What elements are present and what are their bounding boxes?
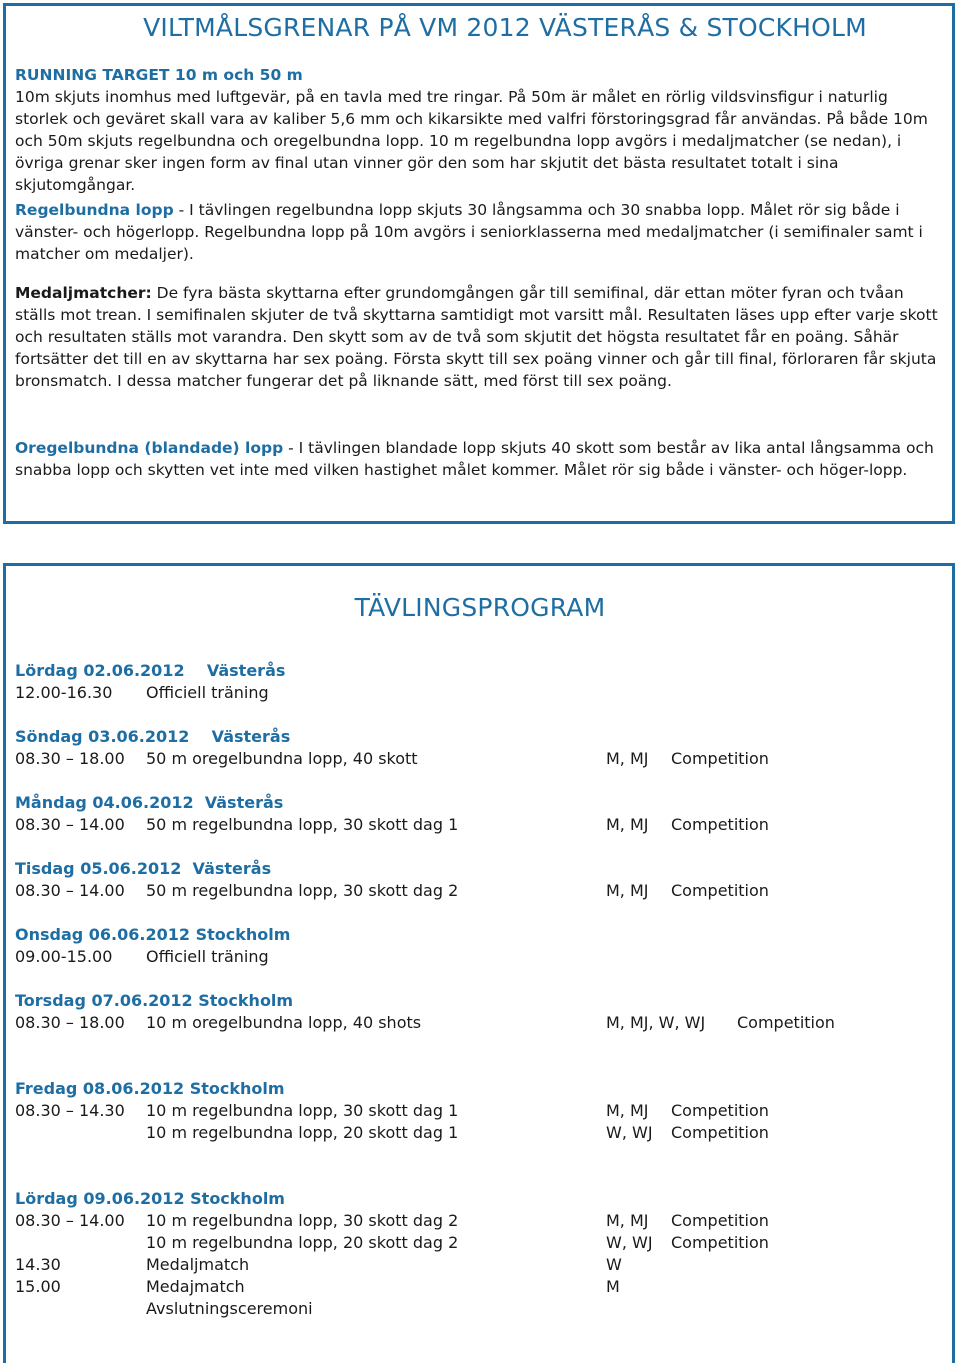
schedule-row (15, 946, 940, 968)
schedule-row (15, 1232, 940, 1254)
mixed-paragraph (15, 437, 940, 481)
medal-text: De fyra bästa skyttarna efter grundomgången går till semifinal, där ettan möter fyran och tvåan ställs mot trean. I semifinalen skjuter de två skyttarna samtidigt mot varsitt mål. Resultaten läses upp efter varje skott och resultaten ställs mot varandra. Den skytt som av de två som skjutit det högsta resultatet får en poäng. Såhär fortsätter det till en av skyttarna har sex poäng. Första skytt till sex poäng vinner och går till final, förloraren får skjuta bronsmatch. I dessa matcher fungerar det på liknande sätt, med först till sex poäng. (15, 284, 938, 390)
mixed-label: Oregelbundna (blandade) lopp (15, 439, 284, 457)
event-heading: RUNNING TARGET 10 m och 50 m (15, 66, 303, 84)
day-heading: Måndag 04.06.2012 Västerås (15, 793, 284, 812)
session-classes: M, MJ (606, 749, 649, 768)
session-time: 08.30 – 14.00 (15, 1211, 125, 1230)
session-classes: M, MJ (606, 881, 649, 900)
session-event: 10 m regelbundna lopp, 20 skott dag 2 (146, 1233, 459, 1252)
schedule-row (15, 1012, 940, 1034)
session-classes: W, WJ (606, 1233, 653, 1252)
spacer (15, 704, 940, 726)
schedule-row (15, 1100, 940, 1122)
day-heading: Fredag 08.06.2012 Stockholm (15, 1079, 285, 1098)
session-classes: M, MJ (606, 1211, 649, 1230)
intro-text: 10m skjuts inomhus med luftgevär, på en tavla med tre ringar. På 50m är målet en rörlig vildsvinsfigur i naturlig storlek och geväret skall vara av kaliber 5,6 mm och kikarsikte med valfri förstoringsgrad får användas. På både 10m och 50m skjuts regelbundna och oregelbundna lopp. 10 m regelbundna lopp avgörs i medaljmatcher (se nedan), i övriga grenar sker ingen form av final utan vinner gör den som har skjutit det bästa resultatet totalt i sina skjutomgångar. (15, 88, 928, 194)
day-heading: Lördag 09.06.2012 Stockholm (15, 1189, 285, 1208)
intro-paragraph (15, 64, 940, 196)
medal-paragraph (15, 282, 940, 392)
session-event: Medajmatch (146, 1277, 245, 1296)
session-type: Competition (671, 1211, 769, 1230)
day-heading: Onsdag 06.06.2012 Stockholm (15, 925, 291, 944)
regular-label: Regelbundna lopp (15, 201, 174, 219)
session-event: Medaljmatch (146, 1255, 250, 1274)
day-heading: Lördag 02.06.2012 Västerås (15, 661, 286, 680)
program-title: TÄVLINGSPROGRAM (354, 593, 606, 622)
session-event: Officiell träning (146, 947, 269, 966)
schedule-row (15, 1210, 940, 1232)
session-event: 10 m oregelbundna lopp, 40 shots (146, 1013, 422, 1032)
spacer (15, 836, 940, 858)
session-classes: M, MJ (606, 815, 649, 834)
session-type: Competition (671, 749, 769, 768)
spacer (15, 1034, 940, 1078)
regular-paragraph (15, 199, 940, 265)
session-type: Competition (671, 881, 769, 900)
session-time: 08.30 – 18.00 (15, 1013, 125, 1032)
schedule-row (15, 1276, 940, 1298)
schedule-row (15, 682, 940, 704)
session-classes: W, WJ (606, 1123, 653, 1142)
session-classes: M, MJ, W, WJ (606, 1013, 706, 1032)
session-time: 08.30 – 14.00 (15, 881, 125, 900)
schedule-row (15, 1298, 940, 1320)
session-event: Avslutningsceremoni (146, 1299, 313, 1318)
day-heading: Söndag 03.06.2012 Västerås (15, 727, 291, 746)
session-event: 10 m regelbundna lopp, 30 skott dag 2 (146, 1211, 459, 1230)
spacer (15, 770, 940, 792)
session-time: 08.30 – 14.30 (15, 1101, 125, 1120)
session-type: Competition (671, 815, 769, 834)
schedule-row (15, 748, 940, 770)
session-event: 50 m regelbundna lopp, 30 skott dag 2 (146, 881, 459, 900)
session-event: Officiell träning (146, 683, 269, 702)
schedule-row (15, 814, 940, 836)
session-type: Competition (737, 1013, 835, 1032)
schedule (15, 660, 940, 1320)
session-time: 08.30 – 14.00 (15, 815, 125, 834)
session-event: 50 m oregelbundna lopp, 40 skott (146, 749, 418, 768)
section-title: VILTMÅLSGRENAR PÅ VM 2012 VÄSTERÅS & STOCKHOLM (143, 13, 867, 42)
spacer (15, 968, 940, 990)
spacer (15, 902, 940, 924)
session-type: Competition (671, 1233, 769, 1252)
session-time: 09.00-15.00 (15, 947, 113, 966)
session-classes: W (606, 1255, 622, 1274)
day-heading: Tisdag 05.06.2012 Västerås (15, 859, 272, 878)
session-type: Competition (671, 1101, 769, 1120)
session-event: 50 m regelbundna lopp, 30 skott dag 1 (146, 815, 459, 834)
session-classes: M, MJ (606, 1101, 649, 1120)
schedule-row (15, 1122, 940, 1144)
session-type: Competition (671, 1123, 769, 1142)
session-event: 10 m regelbundna lopp, 20 skott dag 1 (146, 1123, 459, 1142)
day-heading: Torsdag 07.06.2012 Stockholm (15, 991, 294, 1010)
session-classes: M (606, 1277, 620, 1296)
session-event: 10 m regelbundna lopp, 30 skott dag 1 (146, 1101, 459, 1120)
spacer (15, 1144, 940, 1188)
medal-label: Medaljmatcher: (15, 284, 152, 302)
schedule-row (15, 1254, 940, 1276)
session-time: 14.30 (15, 1255, 61, 1274)
session-time: 08.30 – 18.00 (15, 749, 125, 768)
regular-text: - I tävlingen regelbundna lopp skjuts 30 långsamma och 30 snabba lopp. Målet rör sig både i vänster- och högerlopp. Regelbundna lopp på 10m avgörs i seniorklasserna med medaljmatcher (i semifinaler samt i matcher om medaljer). (15, 201, 923, 263)
session-time: 12.00-16.30 (15, 683, 113, 702)
session-time: 15.00 (15, 1277, 61, 1296)
schedule-row (15, 880, 940, 902)
mixed-text: - I tävlingen blandade lopp skjuts 40 skott som består av lika antal långsamma och snabba lopp och skytten vet inte med vilken hastighet målet kommer. Målet rör sig både i vänster- och höger-lopp. (15, 439, 934, 479)
